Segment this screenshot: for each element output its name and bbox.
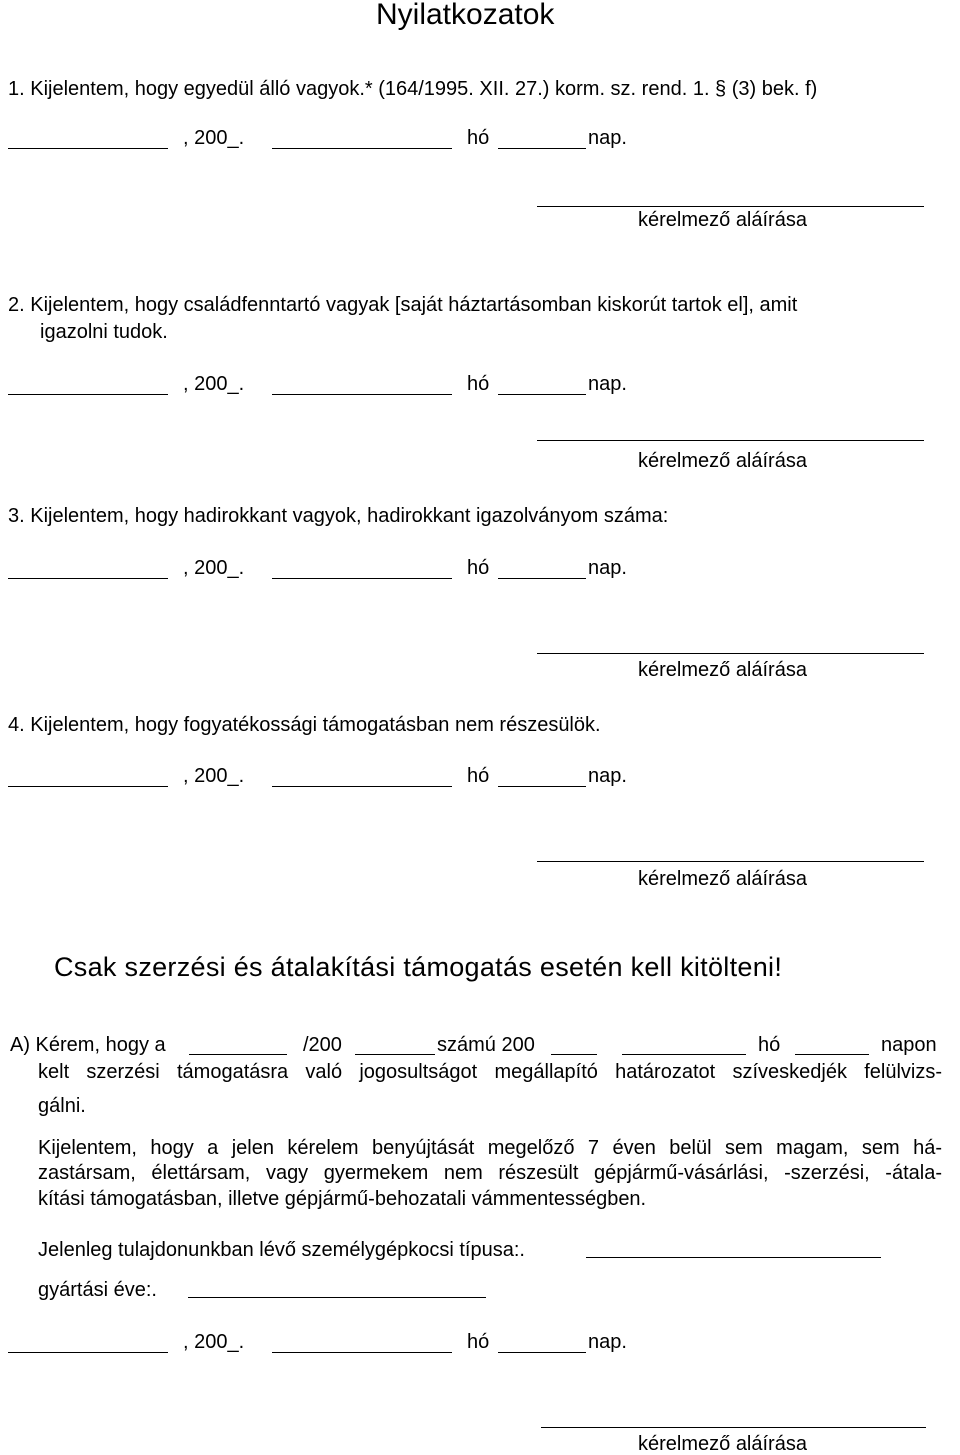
month-blank[interactable]: [272, 394, 452, 395]
date-year: , 200_.: [183, 373, 245, 395]
date-year: , 200_.: [183, 557, 245, 579]
date-year: , 200_.: [183, 765, 245, 787]
declaration-1-text: 1. Kijelentem, hogy egyedül álló vagyok.* (164/1995. XII. 27.) korm. sz. rend. 1. § (3) bek. f): [8, 78, 818, 100]
day-blank[interactable]: [795, 1054, 869, 1055]
section-a-ho: hó: [758, 1034, 781, 1056]
day-blank[interactable]: [498, 148, 586, 149]
day-blank[interactable]: [498, 786, 586, 787]
signature-label: kérelmező aláírása: [638, 1433, 807, 1455]
year-suffix-blank[interactable]: [551, 1054, 597, 1055]
section-a-napon: napon: [881, 1034, 937, 1056]
signature-label: kérelmező aláírása: [638, 868, 807, 890]
month-blank[interactable]: [272, 786, 452, 787]
production-year-blank[interactable]: [188, 1297, 486, 1298]
date-year: , 200_.: [183, 1331, 245, 1353]
section-a-slash200: /200: [303, 1034, 342, 1056]
signature-label: kérelmező aláírása: [638, 659, 807, 681]
date-month-label: hó: [467, 127, 490, 149]
month-blank[interactable]: [622, 1054, 746, 1055]
month-blank[interactable]: [272, 1352, 452, 1353]
section-heading: Csak szerzési és átalakítási támogatás esetén kell kitölteni!: [54, 952, 783, 982]
statement-line3: kítási támogatásban, illetve gépjármű-behozatali vámmentességben.: [38, 1188, 647, 1210]
date-day-label: nap.: [588, 373, 627, 395]
place-blank[interactable]: [8, 148, 168, 149]
month-blank[interactable]: [272, 578, 452, 579]
signature-label: kérelmező aláírása: [638, 450, 807, 472]
date-month-label: hó: [467, 373, 490, 395]
declaration-2-text-line1: 2. Kijelentem, hogy családfenntartó vagyak [saját háztartásomban kiskorút tartok el], amit: [8, 294, 798, 316]
day-blank[interactable]: [498, 578, 586, 579]
place-blank[interactable]: [8, 1352, 168, 1353]
decision-number-blank[interactable]: [189, 1054, 287, 1055]
date-day-label: nap.: [588, 765, 627, 787]
day-blank[interactable]: [498, 1352, 586, 1353]
date-day-label: nap.: [588, 1331, 627, 1353]
section-a-szamu200: számú 200: [437, 1034, 535, 1056]
place-blank[interactable]: [8, 394, 168, 395]
section-a-prefix: A) Kérem, hogy a: [10, 1034, 166, 1056]
signature-line[interactable]: [537, 440, 924, 441]
statement-line1: Kijelentem, hogy a jelen kérelem benyújtását megelőző 7 éven belül sem magam, sem há-: [38, 1137, 942, 1159]
page-title: Nyilatkozatok: [376, 0, 555, 31]
date-day-label: nap.: [588, 127, 627, 149]
signature-line[interactable]: [537, 861, 924, 862]
car-type-label: Jelenleg tulajdonunkban lévő személygépkocsi típusa:.: [38, 1239, 525, 1261]
statement-line2: zastársam, élettársam, vagy gyermekem nem részesült gépjármű-vásárlási, -szerzési, -átala-: [38, 1162, 942, 1184]
section-a-line3: gálni.: [38, 1095, 86, 1117]
signature-label: kérelmező aláírása: [638, 209, 807, 231]
date-month-label: hó: [467, 557, 490, 579]
month-blank[interactable]: [272, 148, 452, 149]
car-type-blank[interactable]: [586, 1257, 881, 1258]
section-a-line2: kelt szerzési támogatásra való jogosultságot megállapító határozatot szíveskedjék felülvizs-: [38, 1061, 942, 1083]
date-year: , 200_.: [183, 127, 245, 149]
declaration-4-text: 4. Kijelentem, hogy fogyatékossági támogatásban nem részesülök.: [8, 714, 601, 736]
day-blank[interactable]: [498, 394, 586, 395]
production-year-label: gyártási éve:.: [38, 1279, 157, 1301]
declaration-3-text: 3. Kijelentem, hogy hadirokkant vagyok, hadirokkant igazolványom száma:: [8, 505, 669, 527]
place-blank[interactable]: [8, 786, 168, 787]
signature-line[interactable]: [537, 653, 924, 654]
date-month-label: hó: [467, 765, 490, 787]
date-day-label: nap.: [588, 557, 627, 579]
signature-line[interactable]: [541, 1427, 926, 1428]
decision-year-blank[interactable]: [355, 1054, 435, 1055]
date-month-label: hó: [467, 1331, 490, 1353]
signature-line[interactable]: [537, 206, 924, 207]
place-blank[interactable]: [8, 578, 168, 579]
declaration-2-text-line2: igazolni tudok.: [40, 321, 168, 343]
